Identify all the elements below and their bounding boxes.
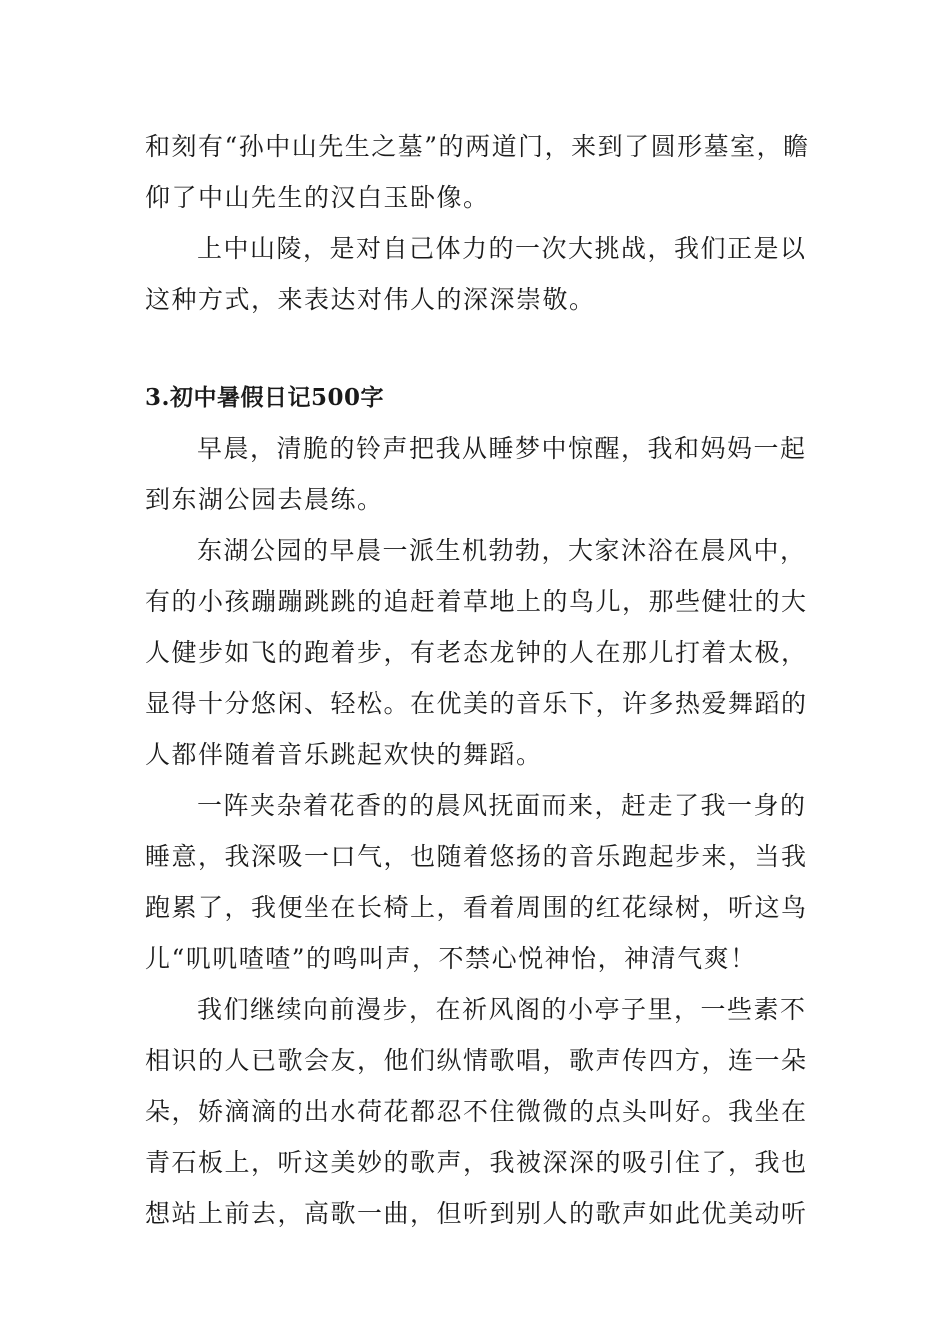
diary-section	[145, 372, 810, 1239]
section-heading: 3.初中暑假日记500字	[145, 384, 385, 411]
paragraph: 我们继续向前漫步，在祈风阁的小亭子里，一些素不相识的人已歌会友，他们纵情歌唱，歌声传四方，连一朵朵，娇滴滴的出水荷花都忍不住微微的点头叫好。我坐在青石板上，听这美妙的歌声，我被深深的吸引住了，我也想站上前去，高歌一曲，但听到别人的歌声如此优美动听	[145, 995, 808, 1228]
paragraph: 东湖公园的早晨一派生机勃勃，大家沐浴在晨风中，有的小孩蹦蹦跳跳的追赶着草地上的鸟儿，那些健壮的大人健步如飞的跑着步，有老态龙钟的人在那儿打着太极，显得十分悠闲、轻松。在优美的音乐下，许多热爱舞蹈的人都伴随着音乐跳起欢快的舞蹈。	[145, 536, 808, 769]
continuation-text	[145, 121, 810, 325]
paragraph: 和刻有“孙中山先生之墓”的两道门，来到了圆形墓室，瞻仰了中山先生的汉白玉卧像。	[145, 132, 810, 212]
paragraph: 一阵夹杂着花香的的晨风抚面而来，赶走了我一身的睡意，我深吸一口气，也随着悠扬的音乐跑起步来，当我跑累了，我便坐在长椅上，看着周围的红花绿树，听这鸟儿“叽叽喳喳”的鸣叫声，不禁心悦神怡，神清气爽！	[145, 791, 808, 973]
paragraph: 早晨，清脆的铃声把我从睡梦中惊醒，我和妈妈一起到东湖公园去晨练。	[145, 434, 807, 514]
paragraph: 上中山陵，是对自己体力的一次大挑战，我们正是以这种方式，来表达对伟人的深深崇敬。	[145, 234, 807, 314]
